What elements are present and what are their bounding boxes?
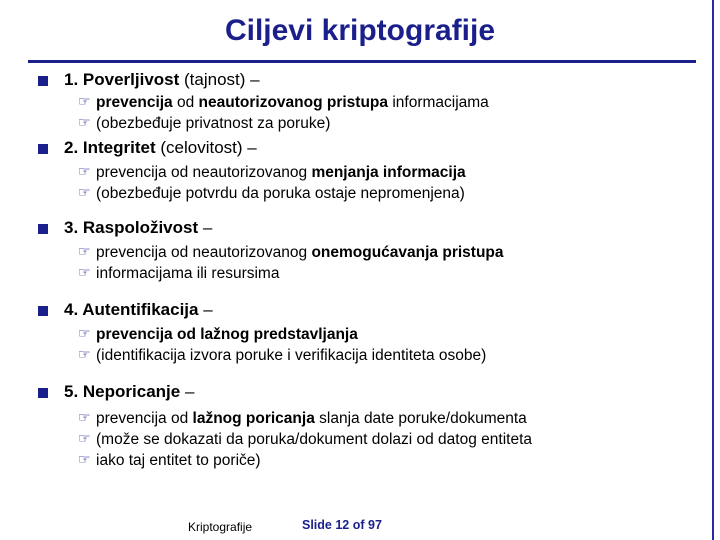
section-integritet [32, 136, 702, 204]
item-text: iako taj entitet to poriče) [96, 452, 261, 469]
list-item [32, 408, 702, 429]
item-text: (obezbeđuje privatnost za poruke) [96, 115, 331, 132]
section-heading [32, 68, 702, 92]
title-underline [28, 60, 696, 63]
list-item [32, 345, 702, 366]
heading-rest-text: (celovitost) – [155, 138, 257, 157]
item-text: prevencija od [96, 410, 193, 427]
slide-title: Ciljevi kriptografije [224, 14, 496, 47]
square-bullet-icon [38, 388, 48, 398]
list-item [32, 113, 702, 134]
footer-course-name: Kriptografije [188, 520, 253, 534]
item-text: od [172, 94, 199, 111]
pointing-hand-icon: ☞ [78, 265, 91, 281]
item-text: slanja date poruke/dokumenta [314, 410, 527, 427]
item-text: (obezbeđuje potvrdu da poruka ostaje nepromenjena) [96, 185, 465, 202]
item-text: (identifikacija izvora poruke i verifikacija identiteta osobe) [96, 347, 487, 364]
heading-rest-text: (tajnost) – [179, 70, 260, 89]
item-bold-text: prevencija od lažnog predstavljanja [96, 326, 358, 343]
item-text: prevencija od neautorizovanog [96, 244, 312, 261]
heading-rest-text: – [180, 382, 195, 401]
pointing-hand-icon: ☞ [78, 244, 91, 260]
item-bold-text: menjanja informacija [311, 164, 466, 181]
list-item [32, 429, 702, 450]
square-bullet-icon [38, 224, 48, 234]
list-item [32, 92, 702, 113]
pointing-hand-icon: ☞ [78, 185, 91, 201]
heading-bold-text: 3. Raspoloživost [64, 218, 199, 237]
item-bold-text: prevencija [96, 94, 173, 111]
item-bold-text: neautorizovanog pristupa [198, 94, 389, 111]
section-autentifikacija [32, 298, 702, 366]
item-text: prevencija od neautorizovanog [96, 164, 312, 181]
item-bold-text: onemogućavanja pristupa [311, 244, 504, 261]
pointing-hand-icon: ☞ [78, 452, 91, 468]
section-raspolozivost [32, 216, 702, 284]
section-poverljivost [32, 68, 702, 134]
square-bullet-icon [38, 306, 48, 316]
item-text: informacijama ili resursima [96, 265, 280, 282]
heading-bold-text: 4. Autentifikacija [64, 300, 199, 319]
section-heading [32, 136, 702, 160]
item-text: informacijama [388, 94, 489, 111]
section-heading [32, 380, 702, 404]
list-item [32, 324, 702, 345]
heading-bold-text: 5. Neporicanje [64, 382, 181, 401]
section-neporicanje [32, 380, 702, 471]
pointing-hand-icon: ☞ [78, 94, 91, 110]
heading-bold-text: 2. Integritet [64, 138, 156, 157]
list-item [32, 162, 702, 183]
pointing-hand-icon: ☞ [78, 347, 91, 363]
heading-rest-text: – [198, 218, 213, 237]
slide-content [32, 68, 702, 471]
list-item [32, 263, 702, 284]
heading-bold-text: 1. Poverljivost [64, 70, 180, 89]
pointing-hand-icon: ☞ [78, 326, 91, 342]
square-bullet-icon [38, 144, 48, 154]
list-item [32, 242, 702, 263]
section-heading [32, 216, 702, 240]
item-bold-text: lažnog poricanja [192, 410, 315, 427]
pointing-hand-icon: ☞ [78, 164, 91, 180]
pointing-hand-icon: ☞ [78, 431, 91, 447]
right-border-line [712, 0, 714, 540]
square-bullet-icon [38, 76, 48, 86]
pointing-hand-icon: ☞ [78, 410, 91, 426]
heading-rest-text: – [198, 300, 213, 319]
item-text: (može se dokazati da poruka/dokument dolazi od datog entiteta [96, 431, 532, 448]
pointing-hand-icon: ☞ [78, 115, 91, 131]
section-heading [32, 298, 702, 322]
list-item [32, 183, 702, 204]
footer-slide-number: Slide 12 of 97 [302, 518, 382, 532]
list-item [32, 450, 702, 471]
